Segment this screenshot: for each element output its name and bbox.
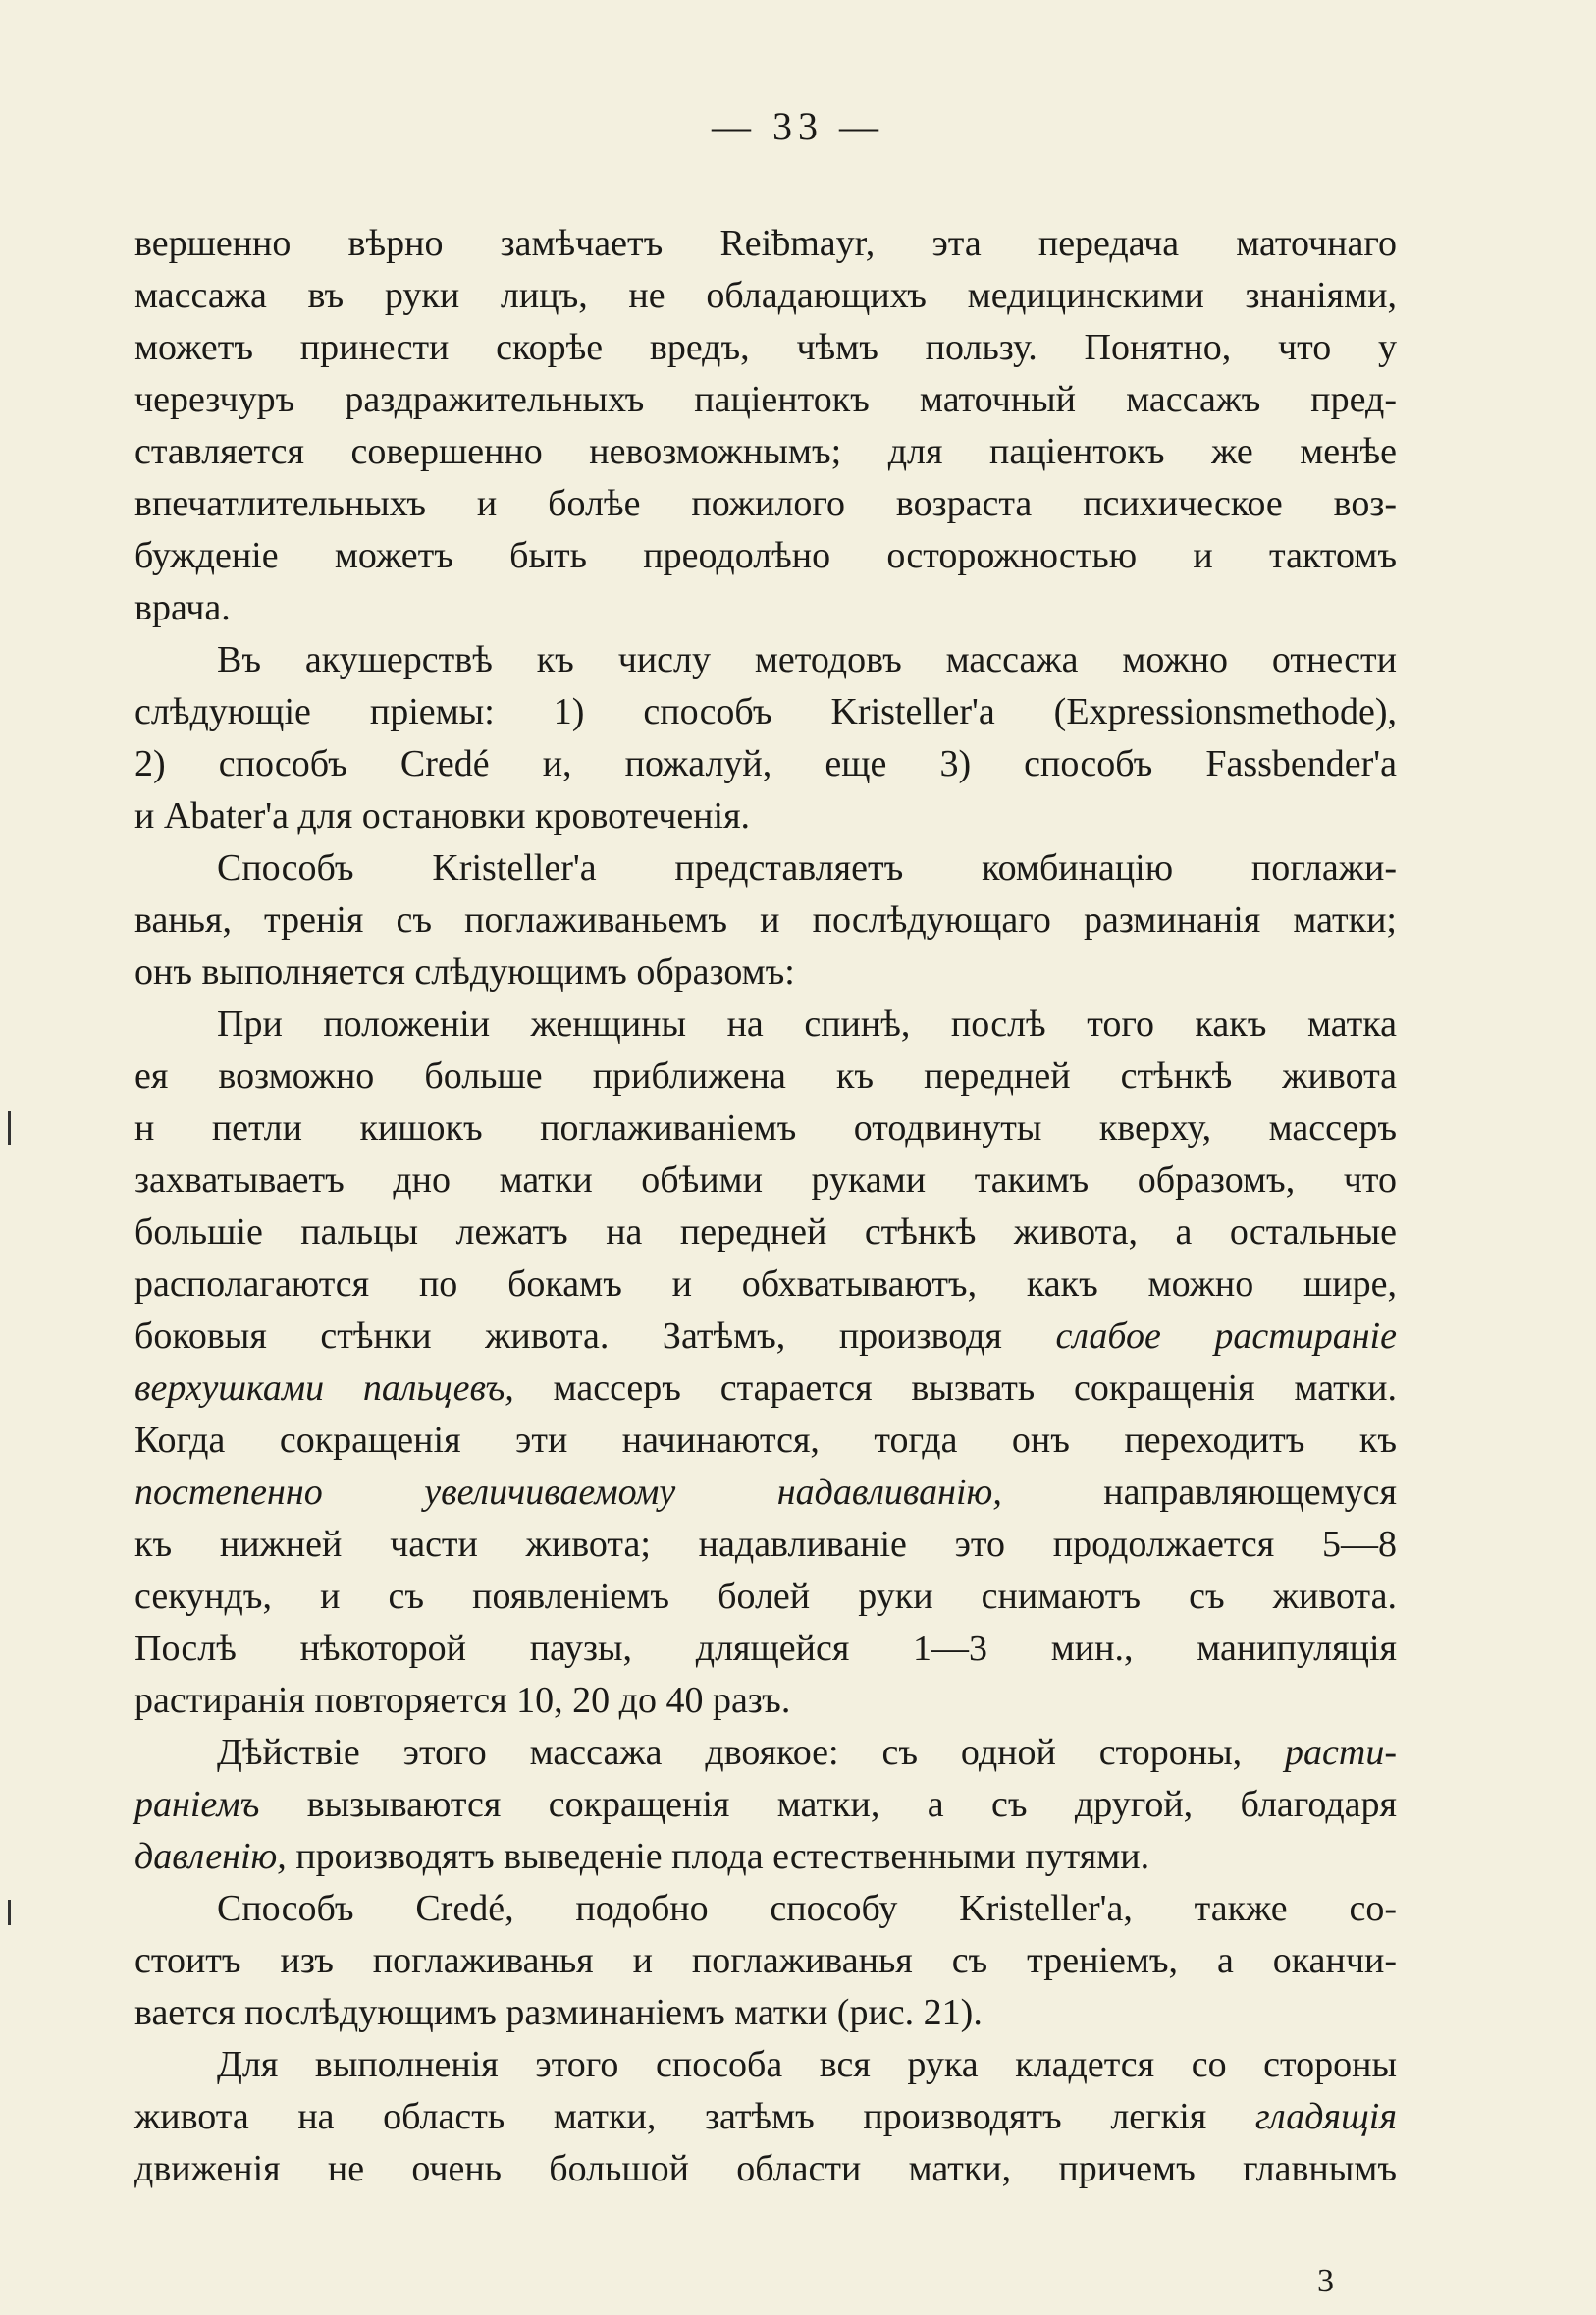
italic-emphasis: раніемъ [134,1784,260,1825]
text-line: большіе пальцы лежатъ на передней стѣнкѣ живота, а остальные [134,1211,1397,1253]
text-line: можетъ принести скорѣе вредъ, чѣмъ пользу. Понятно, что у [134,327,1397,368]
text-line: Способъ Credé, подобно способу Kristeller'a, также со- [217,1888,1397,1929]
text-line: Способъ Kristeller'a представляетъ комбинацію поглажи- [217,847,1397,888]
text-line: Дѣйствіе этого массажа двоякое: съ одной стороны, расти- [217,1732,1397,1773]
text-line: къ нижней части живота; надавливаніе это продолжается 5—8 [134,1524,1397,1565]
text-line: и Abater'a для остановки кровотеченія. [134,795,751,836]
text-line: слѣдующіе пріемы: 1) способъ Kristeller'a (Expressionsmethode), [134,691,1397,732]
text-line: захватываетъ дно матки обѣими руками такимъ образомъ, что [134,1159,1397,1201]
text-line: Въ акушерствѣ къ числу методовъ массажа можно отнести [217,639,1397,680]
text-line: растиранія повторяется 10, 20 до 40 разъ. [134,1680,791,1721]
italic-emphasis: давленію, [134,1836,287,1877]
text-line: черезчуръ раздражительныхъ паціентокъ маточный массажъ пред- [134,379,1397,420]
text-line: бужденіе можетъ быть преодолѣно осторожностью и тактомъ [134,535,1397,576]
italic-emphasis: гладящія [1254,2096,1397,2137]
text-line: н петли кишокъ поглаживаніемъ отодвинуты кверху, массеръ [134,1107,1397,1149]
text-line: живота на область матки, затѣмъ производятъ легкія гладящія [134,2096,1397,2137]
text-line: ванья, тренія съ поглаживаньемъ и послѣдующаго разминанія матки; [134,899,1397,941]
text-line: секундъ, и съ появленіемъ болей руки снимаютъ съ живота. [134,1576,1397,1617]
text-line: 2) способъ Credé и, пожалуй, еще 3) способъ Fassbender'a [134,743,1397,784]
italic-emphasis: постепенно увеличиваемому надавливанію, [134,1472,1002,1513]
italic-emphasis: верхушками пальцевъ, [134,1368,514,1409]
text-line: располагаются по бокамъ и обхватываютъ, какъ можно шире, [134,1264,1397,1305]
italic-emphasis: расти- [1285,1732,1397,1773]
italic-emphasis: слабое растираніе [1055,1316,1397,1357]
text-line: движенія не очень большой области матки, причемъ главнымъ [134,2148,1397,2189]
text-line: массажа въ руки лицъ, не обладающихъ медицинскими знаніями, [134,275,1397,316]
text-line: давленію, производятъ выведеніе плода естественными путями. [134,1836,1150,1877]
text-line: раніемъ вызываются сокращенія матки, а съ другой, благодаря [134,1784,1397,1825]
text-line: вается послѣдующимъ разминаніемъ матки (рис. 21). [134,1992,983,2033]
text-line: Когда сокращенія эти начинаются, тогда онъ переходитъ къ [134,1420,1397,1461]
text-line: При положеніи женщины на спинѣ, послѣ того какъ матка [217,1003,1397,1045]
signature-mark: 3 [1317,2263,1334,2299]
page-number: — 33 — [712,104,884,148]
text-line: верхушками пальцевъ, массеръ старается вызвать сокращенія матки. [134,1368,1398,1409]
text-line: Послѣ нѣкоторой паузы, длящейся 1—3 мин., манипуляція [134,1628,1397,1669]
text-line: Для выполненія этого способа вся рука кладется со стороны [217,2044,1397,2085]
text-line: боковыя стѣнки живота. Затѣмъ, производя слабое растираніе [134,1316,1397,1357]
text-line: ея возможно больше приближена къ передней стѣнкѣ живота [134,1055,1397,1097]
text-line: впечатлительныхъ и болѣе пожилого возраста психическое воз- [134,483,1397,524]
text-line: стоитъ изъ поглаживанья и поглаживанья съ треніемъ, а оканчи- [134,1940,1397,1981]
text-line: онъ выполняется слѣдующимъ образомъ: [134,951,795,993]
margin-mark [8,1900,11,1925]
text-line: постепенно увеличиваемому надавливанію, направляющемуся [134,1472,1397,1513]
margin-mark [8,1111,11,1145]
text-line: вершенно вѣрно замѣчаетъ Reiƀmayr, эта передача маточнаго [134,223,1397,264]
body-text [134,218,1397,2195]
text-line: ставляется совершенно невозможнымъ; для паціентокъ же менѣе [134,431,1397,472]
text-line: врача. [134,587,231,628]
